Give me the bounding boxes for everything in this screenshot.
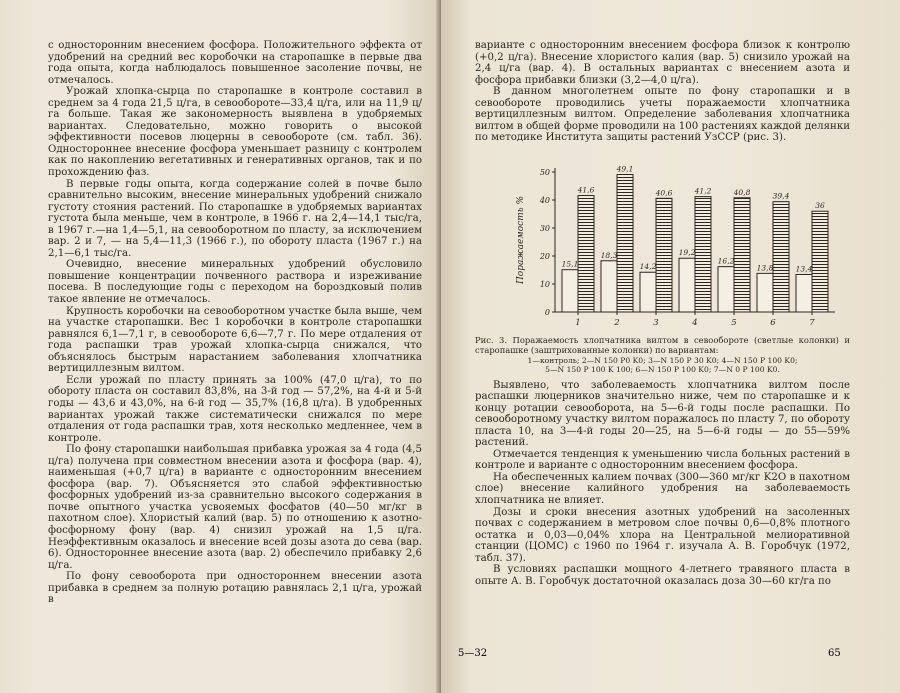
chart-bar (773, 202, 789, 312)
chart-x-tick-label: 7 (809, 317, 815, 328)
chart-y-axis-label: Поражаемость % (516, 195, 526, 284)
signature-mark: 5—32 (458, 648, 488, 659)
figure (475, 152, 850, 374)
paragraph: с односторонним внесением фосфора. Положительного эффекта от удобрений на средний вес коробочки на старопашке в первые два года опыта, когда наблюдалось повышенное засоление почвы, не отмечалось. (48, 40, 422, 86)
bar-chart (511, 152, 825, 332)
chart-bar (695, 197, 711, 312)
paragraph: На обеспеченных калием почвах (300—360 мг/кг K2O в пахотном слое) внесение калийного удобрения на заболеваемость хлопчатника не влияет. (475, 471, 850, 506)
chart-bar (679, 258, 695, 312)
chart-data-label: 13,4 (795, 264, 813, 274)
chart-y-tick-label: 30 (539, 223, 550, 233)
paragraph: Выявлено, что заболеваемость хлопчатника вилтом после распашки люцерников значительно ниже, чем по старопашке и к концу ротации севооборота, на 5—6-й годы после распашки. По севооборотному участку вилтом поражалось по пласту 7, по обороту пласта 10, на 3—4-й годы 20—25, на 5—6-й годы — до 55—59% растений. (475, 379, 850, 449)
paragraph: Урожай хлопка-сырца по старопашке в контроле составил в среднем за 4 года 21,5 ц/га, в севообороте—33,4 ц/га, или на 11,9 ц/га больше. Такая же закономерность выявлена в удобряемых вариантах. Следовательно, можно говорить о высокой эффективности посевов люцерны в севообороте (см. табл. 36). Одностороннее внесение фосфора уменьшает разницу с контролем как по накоплению вегетативных и генеративных органов, так и по прохождению фаз. (48, 86, 422, 179)
chart-data-label: 18,3 (600, 250, 618, 260)
chart-data-label: 41,2 (694, 186, 712, 196)
chart-x-tick-label: 6 (770, 317, 776, 328)
page-number: 65 (828, 648, 841, 659)
chart-data-label: 49,1 (616, 164, 634, 174)
paragraph: Если урожай по пласту принять за 100% (47,0 ц/га), то по обороту пласта он составил 83,8%, на 3-й год — 57,2%, на 4-й и 5-й годы — 43,6 и 43,0%, на 6-й год — 35,7% (16,8 ц/га). В удобренных вариантах урожай также систематически снижался по мере отдаления от года распашки трав, хотя несколько медленнее, чем в контроле. (48, 374, 422, 444)
chart-y-tick-label: 20 (539, 251, 550, 261)
figure-legend-line: 1—контроль; 2—N 150 P0 K0; 3—N 150 P 30 K0; 4—N 150 P 100 K0; (527, 355, 798, 365)
figure-legend-line: 5—N 150 P 100 K 100; 6—N 150 P 100 K0; 7—N 0 P 100 K0. (545, 364, 780, 374)
chart-data-label: 36 (815, 201, 825, 211)
paragraph: По фону севооборота при одностороннем внесении азота прибавка в среднем за полную ротацию равнялась 2,1 ц/га, урожай в (48, 571, 422, 606)
chart-data-label: 39,4 (772, 191, 790, 201)
paragraph: Очевидно, внесение минеральных удобрений обусловило повышение концентрации почвенного раствора и изреживание посева. В последующие годы с переходом на бороздковый полив такое явление не отмечалось. (48, 259, 422, 306)
chart-x-tick-label: 1 (575, 317, 581, 328)
right-page (441, 0, 900, 693)
chart-bar (812, 211, 828, 312)
chart-bar (757, 273, 773, 312)
chart-x-tick-label: 2 (614, 317, 620, 328)
chart-y-tick-label: 50 (539, 167, 550, 177)
chart-data-label: 14,2 (639, 262, 657, 272)
chart-data-label: 41,6 (577, 185, 595, 195)
chart-bar (578, 195, 594, 311)
chart-data-label: 19,2 (678, 248, 696, 258)
paragraph: Дозы и сроки внесения азотных удобрений на засоленных почвах с содержанием в метровом слое почвы 0,6—0,8% плотного остатка и 0,03—0,04% хлора на Центральной мелиоративной станции (ЦОМС) с 1960 по 1964 г. изучала А. В. Горобчук (1972, табл. 37). (475, 506, 850, 564)
chart-data-label: 40,8 (733, 187, 751, 197)
chart-y-tick-label: 0 (544, 307, 550, 317)
left-page (0, 0, 440, 693)
chart-bar (734, 198, 750, 312)
chart-y-tick-label: 10 (539, 279, 550, 289)
paragraph: Отмечается тенденция к уменьшению числа больных растений в контроле и варианте с односторонним внесением фосфора. (475, 448, 850, 472)
chart-x-tick-label: 3 (653, 317, 659, 328)
chart-bar (656, 198, 672, 312)
chart-data-label: 15,1 (561, 259, 579, 269)
chart-bar (796, 274, 812, 312)
chart-x-tick-label: 5 (731, 317, 737, 328)
chart-bar (601, 261, 617, 312)
paragraph: В данном многолетнем опыте по фону старопашки и в севообороте проводились учеты поражаемости хлопчатника вертициллезным вилтом. Определение заболевания хлопчатника вилтом в общей форме проводили на 100 растениях каждой делянки по методике Института защиты растений УзССР (рис. 3). (475, 86, 850, 144)
paragraph: варианте с односторонним внесением фосфора близок к контролю (+0,2 ц/га). Внесение хлористого калия (вар. 5) снизило урожай на 2,4 ц/га (вар. 4). В остальных вариантах с внесением азота и фосфора прибавки близки (3,2—4,0 ц/га). (475, 40, 850, 86)
chart-y-tick-label: 40 (539, 195, 550, 205)
chart-data-label: 13,8 (756, 263, 774, 273)
paragraph: В условиях распашки мощного 4-летнего травяного пласта в опыте А. В. Горобчук достаточной оказалась доза 30—60 кг/га по (475, 564, 850, 587)
chart-bar (718, 267, 734, 312)
chart-bar (617, 174, 633, 311)
paragraph: В первые годы опыта, когда содержание солей в почве было сравнительно высоким, внесение минеральных удобрений снижало густоту стояния растений. По старопашке в удобряемых вариантах густота была меньше, чем в контроле, в 1966 г. на 2,4—14,1 тыс/га, в 1967 г.—на 1,4—5,1, на севооборотном по пласту, за исключением вар. 2 и 7, — на 5,4—11,3 (1966 г.), по обороту пласта (1967 г.) на 2,1—6,1 тыс/га. (48, 178, 422, 259)
paragraph: По фону старопашки наибольшая прибавка урожая за 4 года (4,5 ц/га) получена при совместном внесении азота и фосфора (вар. 4), наименьшая (+0,7 ц/га) в варианте с односторонним внесением фосфора (вар. 7). Объясняется это слабой эффективностью фосфорных удобрений из-за сравнительно высокого содержания в почве опытного участка усвояемых фосфатов (40—50 мг/кг в пахотном слое). Хлористый калий (вар. 5) по отношению к азотно-фосфорному фону (вар. 4) снизил урожай на 1,5 ц/га. Неэффективным оказалось и внесение всей дозы азота до сева (вар. 6). Одностороннее внесение азота (вар. 2) обеспечило прибавку 2,6 ц/га. (48, 444, 422, 571)
chart-data-label: 40,6 (655, 188, 673, 198)
figure-caption: Рис. 3. Поражаемость хлопчатника вилтом в севообороте (светлые колонки) и старопашке (заштрихованные колонки) по вариантам: (475, 334, 850, 355)
chart-bar (562, 270, 578, 312)
paragraph: Крупность коробочки на севооборотном участке была выше, чем на участке старопашки. Вес 1 коробочки в контроле старопашки равнялся 6,1—7,1 г, в севообороте 6,6—7,7 г. По мере отдаления от года распашки трав урожай хлопка-сырца снижался, что объяснялось быстрым нарастанием заболевания хлопчатника вертициллезным вилтом. (48, 305, 422, 375)
chart-bar (640, 272, 656, 312)
chart-data-label: 16,2 (717, 256, 735, 266)
chart-x-tick-label: 4 (692, 317, 698, 328)
